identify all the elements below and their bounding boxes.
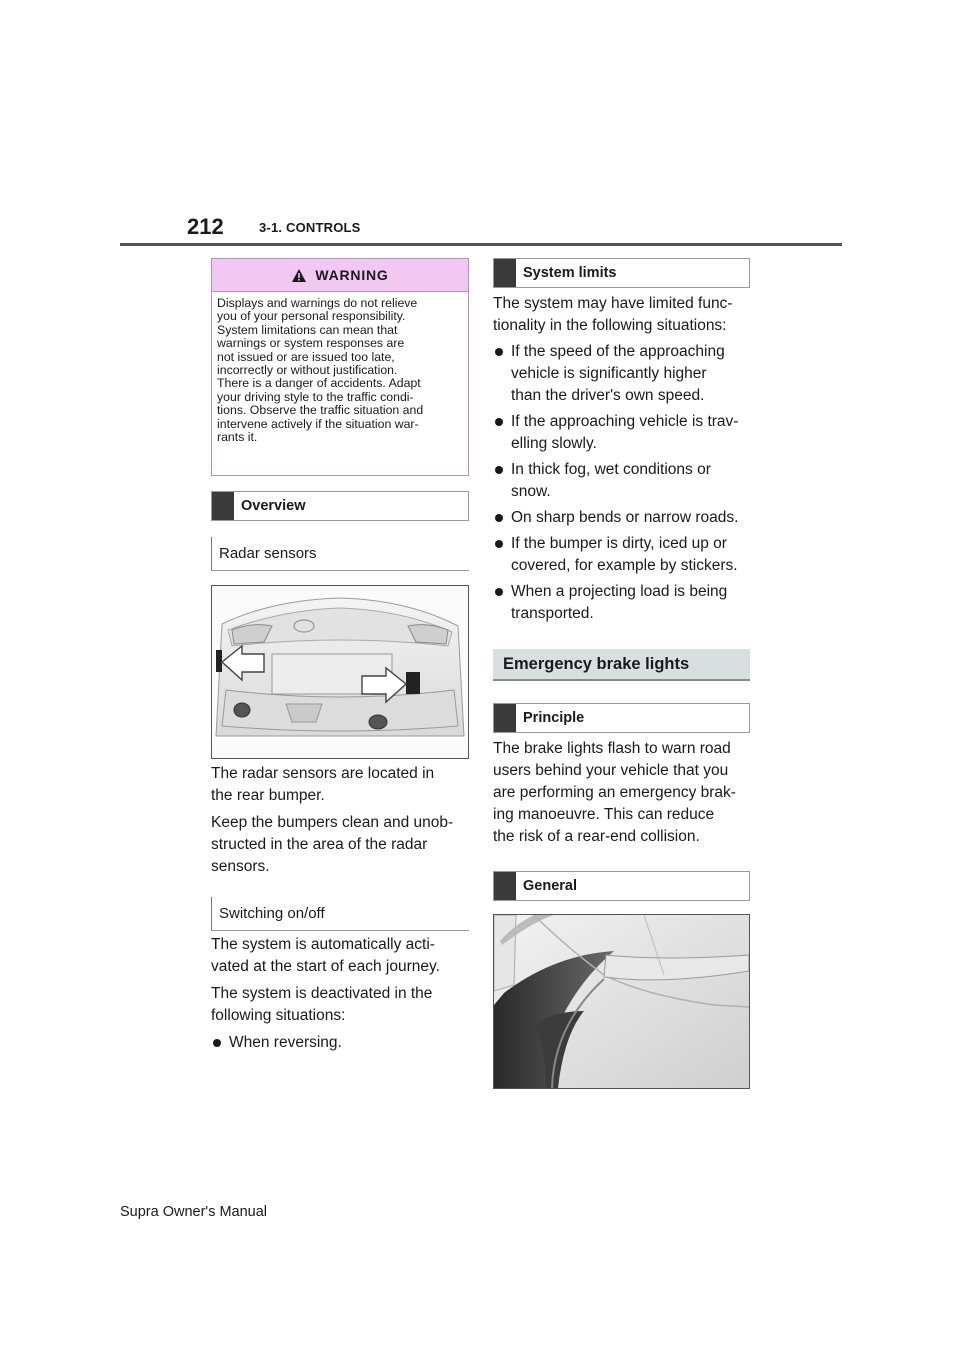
warning-line: tions. Observe the traffic situation and — [217, 403, 424, 418]
heading-marker — [494, 872, 516, 900]
warning-line: your driving style to the traffic condi- — [217, 389, 414, 404]
rear-bumper-illustration — [212, 586, 468, 758]
text-line: sensors. — [211, 858, 270, 875]
radar-sensors-subheading-text: Radar sensors — [219, 545, 317, 562]
principle-heading — [493, 703, 750, 733]
text-line: On sharp bends or narrow roads. — [511, 509, 739, 526]
text-line: are performing an emergency brak- — [493, 784, 736, 801]
text-line: vehicle is significantly higher — [511, 365, 707, 382]
warning-line: incorrectly or without justification. — [217, 363, 398, 378]
text-line: tionality in the following situations: — [493, 317, 727, 334]
warning-line: you of your personal responsibility. — [217, 309, 406, 324]
warning-text — [212, 292, 468, 450]
list-item — [493, 411, 750, 455]
text-line: The system may have limited func- — [493, 295, 733, 312]
principle-paragraph — [493, 738, 750, 848]
heading-marker — [494, 704, 516, 732]
list-item — [493, 581, 750, 625]
warning-line: Displays and warnings do not relieve — [217, 296, 418, 310]
text-line: In thick fog, wet conditions or — [511, 461, 711, 478]
brake-light-figure — [493, 914, 750, 1089]
auto-activation-paragraph — [211, 934, 469, 978]
text-line: the risk of a rear-end collision. — [493, 828, 700, 845]
list-item — [493, 341, 750, 407]
text-line: If the speed of the approaching — [511, 343, 725, 360]
heading-marker — [494, 259, 516, 287]
system-limits-heading — [493, 258, 750, 288]
warning-line: warnings or system responses are — [217, 336, 405, 351]
switching-subheading-text: Switching on/off — [219, 905, 325, 922]
warning-box — [211, 258, 469, 476]
text-line: users behind your vehicle that you — [493, 762, 729, 779]
list-item: When reversing. — [211, 1032, 469, 1054]
warning-triangle-icon — [291, 268, 307, 283]
limits-intro-paragraph — [493, 293, 750, 337]
text-line: elling slowly. — [511, 435, 597, 452]
text-line: When a projecting load is being — [511, 583, 728, 600]
emergency-brake-lights-heading-text: Emergency brake lights — [503, 654, 690, 673]
list-item — [493, 507, 750, 529]
emergency-brake-lights-heading — [493, 649, 750, 681]
warning-line: rants it. — [217, 430, 258, 445]
switching-subheading — [211, 897, 469, 931]
text-line: Keep the bumpers clean and unob- — [211, 814, 454, 831]
general-heading-text: General — [523, 878, 577, 894]
warning-line: System limitations can mean that — [217, 322, 398, 337]
text-line: than the driver's own speed. — [511, 387, 705, 404]
text-line: ing manoeuvre. This can reduce — [493, 806, 715, 823]
rear-bumper-figure — [211, 585, 469, 759]
page-number: 212 — [187, 214, 224, 239]
list-item — [493, 533, 750, 577]
deactivation-list — [211, 1032, 469, 1054]
warning-line: There is a danger of accidents. Adapt — [217, 376, 421, 391]
list-item — [493, 459, 750, 503]
text-line: The system is automatically acti- — [211, 936, 435, 953]
limits-list — [493, 341, 750, 625]
system-limits-heading-text: System limits — [523, 265, 617, 281]
section-title: 3-1. CONTROLS — [259, 220, 361, 235]
overview-heading — [211, 491, 469, 521]
text-line: transported. — [511, 605, 594, 622]
overview-heading-text: Overview — [241, 498, 306, 514]
radar-location-paragraph — [211, 763, 469, 807]
text-line: structed in the area of the radar — [211, 836, 428, 853]
radar-sensors-subheading — [211, 537, 469, 571]
text-line: The system is deactivated in the — [211, 985, 433, 1002]
header-rule — [120, 243, 842, 246]
text-line: The brake lights flash to warn road — [493, 740, 731, 757]
text-line: The radar sensors are located in — [211, 765, 435, 782]
warning-header — [212, 259, 468, 292]
general-heading — [493, 871, 750, 901]
text-line: If the bumper is dirty, iced up or — [511, 535, 727, 552]
footer-text: Supra Owner's Manual — [120, 1204, 268, 1220]
brake-light-illustration — [494, 915, 749, 1088]
text-line: snow. — [511, 483, 551, 500]
text-line: vated at the start of each journey. — [211, 958, 440, 975]
warning-title: WARNING — [315, 267, 389, 283]
principle-heading-text: Principle — [523, 710, 585, 726]
warning-line: not issued or are issued too late, — [217, 349, 395, 364]
text-line: If the approaching vehicle is trav- — [511, 413, 739, 430]
warning-line: intervene actively if the situation war- — [217, 416, 419, 431]
keep-clean-paragraph — [211, 812, 469, 878]
text-line: following situations: — [211, 1007, 346, 1024]
deactivation-paragraph — [211, 983, 469, 1027]
text-line: the rear bumper. — [211, 787, 325, 804]
heading-marker — [212, 492, 234, 520]
text-line: covered, for example by stickers. — [511, 557, 738, 574]
